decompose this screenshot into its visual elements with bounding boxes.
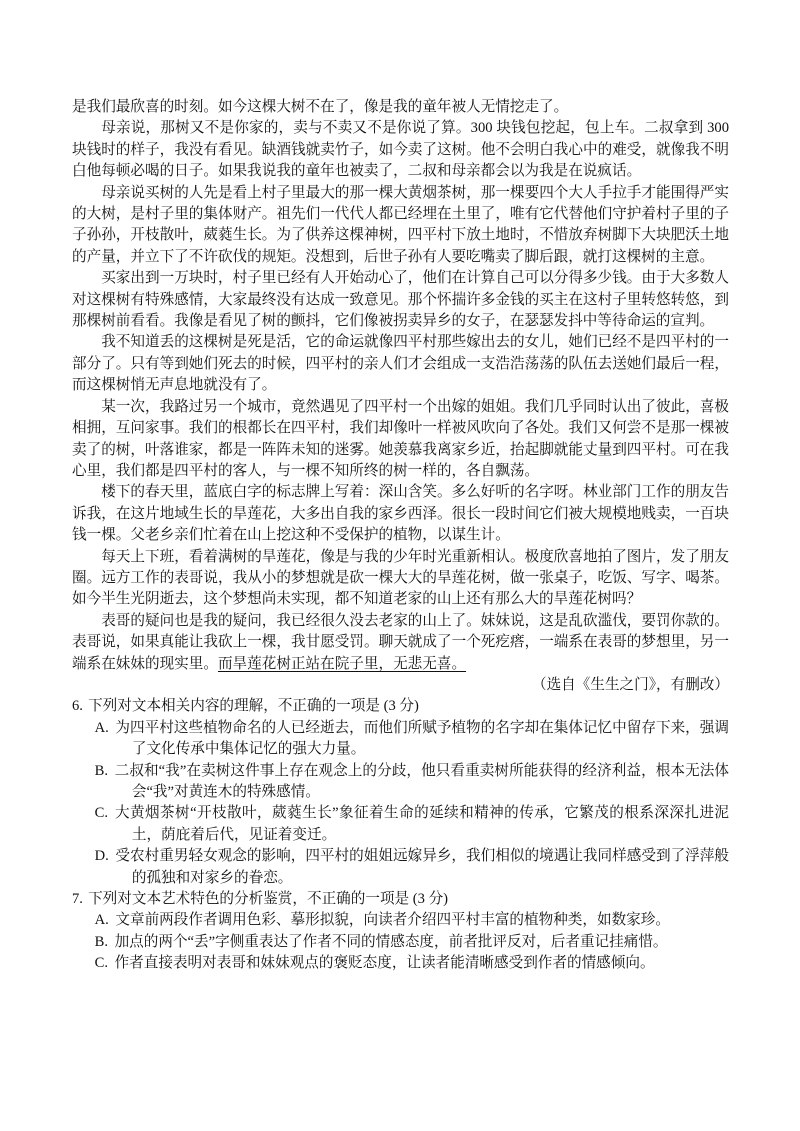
question-7-number: 7. xyxy=(72,891,83,908)
option-b-label: B. xyxy=(94,762,109,779)
question-7-stem xyxy=(72,889,729,910)
underlined-sentence: 而旱莲花树正站在院子里，无悲无喜。 xyxy=(217,655,467,672)
option-b-label: B. xyxy=(94,933,109,950)
reading-passage xyxy=(72,97,729,696)
paragraph-9-text: 表哥的疑问也是我的疑问，我已经很久没去老家的山上了。妹妹说，这是乱砍滥伐，要罚你款的。表哥说，如果真能让我砍上一棵，我甘愿受罚。聊天就成了一个死疙瘩，一端系在表哥的梦想里，另一端系在妹妹的现实里。 xyxy=(72,612,729,672)
question-7 xyxy=(72,889,729,975)
question-7-stem-text: 下列对文本艺术特色的分析鉴赏，不正确的一项是 (3 分) xyxy=(88,891,449,908)
question-6-number: 6. xyxy=(72,698,83,715)
passage-paragraph-5: 我不知道丢的这棵树是死是活，它的命运就像四平村那些嫁出去的女儿，她们已经不是四平村的一部分了。只有等到她们死去的时候，四平村的亲人们才会组成一支浩浩荡荡的队伍去送她们最后一程，而这棵树悄无声息地就没有了。 xyxy=(72,334,729,394)
question-6-option-c xyxy=(95,803,729,846)
option-b-text: 加点的两个“丢”字侧重表达了作者不同的情感态度，前者批评反对，后者重记挂痛惜。 xyxy=(114,933,668,950)
option-d-text: 受农村重男轻女观念的影响，四平村的姐姐远嫁异乡，我们相似的境遇让我同样感受到了浮萍般的孤独和对家乡的眷恋。 xyxy=(115,848,729,886)
question-6-stem-text: 下列对文本相关内容的理解，不正确的一项是 (3 分) xyxy=(88,698,419,715)
option-a-label: A. xyxy=(94,912,109,929)
option-a-label: A. xyxy=(94,719,109,736)
question-6-option-b xyxy=(95,761,729,804)
question-7-option-b xyxy=(95,932,729,953)
passage-paragraph-1: 是我们最欣喜的时刻。如今这棵大树不在了，像是我的童年被人无情挖走了。 xyxy=(72,99,569,115)
passage-paragraph-6: 某一次，我路过另一个城市，竟然遇见了四平村一个出嫁的姐姐。我们几乎同时认出了彼此，喜极相拥，互问家事。我们的根都长在四平村，我们却像叶一样被风吹向了各处。我们又何尝不是那一棵被卖了的树，叶落谁家，都是一阵阵未知的迷雾。她羡慕我离家乡近，抬起脚就能丈量到四平村。可在我心里，我们都是四平村的客人，与一棵不知所终的树一样的，各自飘荡。 xyxy=(72,398,729,479)
passage-paragraph-7: 楼下的春天里，蓝底白字的标志牌上写着：深山含笑。多么好听的名字呀。林业部门工作的朋友告诉我，在这片地域生长的旱莲花，大多出自我的家乡西泽。很长一段时间它们被大规模地贱卖，一百块钱一棵。父老乡亲们忙着在山上挖这种不受保护的植物，以谋生计。 xyxy=(72,484,729,544)
passage-paragraph-2: 母亲说，那树又不是你家的，卖与不卖又不是你说了算。300 块钱包挖起，包上车。二叔拿到 300 块钱时的样子，我没有看见。缺酒钱就卖竹子，如今卖了这树。他不会明白我心中的难受，就像我不明白他每顿必喝的日子。如果我说我的童年也被卖了，二叔和母亲都会以为我是在说疯话。 xyxy=(72,120,729,180)
question-6-option-d xyxy=(95,846,729,889)
option-c-text: 大黄烟茶树“开枝散叶，葳蕤生长”象征着生命的延续和精神的传承，它繁茂的根系深深扎进泥土，荫庇着后代，见证着变迁。 xyxy=(114,805,729,843)
question-6-stem xyxy=(72,696,729,717)
source-attribution: （选自《生生之门》，有删改） xyxy=(531,676,729,693)
passage-paragraph-8: 每天上下班，看着满树的旱莲花，像是与我的少年时光重新相认。极度欣喜地拍了图片，发了朋友圈。远方工作的表哥说，我从小的梦想就是砍一棵大大的旱莲花树，做一张桌子，吃饭、写字、喝茶。如今半生光阴逝去，这个梦想尚未实现，都不知道老家的山上还有那么大的旱莲花树吗？ xyxy=(72,548,729,608)
passage-paragraph-9 xyxy=(72,611,729,675)
option-b-text: 二叔和“我”在卖树这件事上存在观念上的分歧，他只看重卖树所能获得的经济利益，根本无法体会“我”对黄连木的特殊感情。 xyxy=(114,762,729,800)
option-d-label: D. xyxy=(94,848,109,865)
question-6 xyxy=(72,696,729,889)
option-c-label: C. xyxy=(94,955,109,972)
question-6-option-a xyxy=(95,718,729,761)
option-c-text: 作者直接表明对表哥和妹妹观点的褒贬态度，让读者能清晰感受到作者的情感倾向。 xyxy=(114,955,655,972)
option-a-text: 文章前两段作者调用色彩、摹形拟貌，向读者介绍四平村丰富的植物种类，如数家珍。 xyxy=(115,912,670,929)
passage-paragraph-3: 母亲说买树的人先是看上村子里最大的那一棵大黄烟茶树，那一棵要四个大人手拉手才能围得严实的大树，是村子里的集体财产。祖先们一代代人都已经埋在土里了，唯有它代替他们守护着村子里的子子孙孙，开枝散叶，葳蕤生长。为了供养这棵神树，四平村下放土地时，不惜放弃树脚下大块肥沃土地的产量，并立下了不许砍伐的规矩。没想到，后世子孙有人要吃嘴卖了脚后跟，就打这棵树的主意。 xyxy=(72,184,729,265)
option-c-label: C. xyxy=(94,805,109,822)
question-7-option-c xyxy=(95,953,729,974)
option-a-text: 为四平村这些植物命名的人已经逝去，而他们所赋予植物的名字却在集体记忆中留存下来，强调了文化传承中集体记忆的强大力量。 xyxy=(115,719,729,758)
question-7-option-a xyxy=(95,910,729,931)
passage-paragraph-4: 买家出到一万块时，村子里已经有人开始动心了，他们在计算自己可以分得多少钱。由于大多数人对这棵树有特殊感情，大家最终没有达成一致意见。那个怀揣许多金钱的买主在这村子里转悠转悠，到那棵树前看看。我像是看见了树的颤抖，它们像被拐卖异乡的女子，在瑟瑟发抖中等待命运的宣判。 xyxy=(72,270,729,330)
